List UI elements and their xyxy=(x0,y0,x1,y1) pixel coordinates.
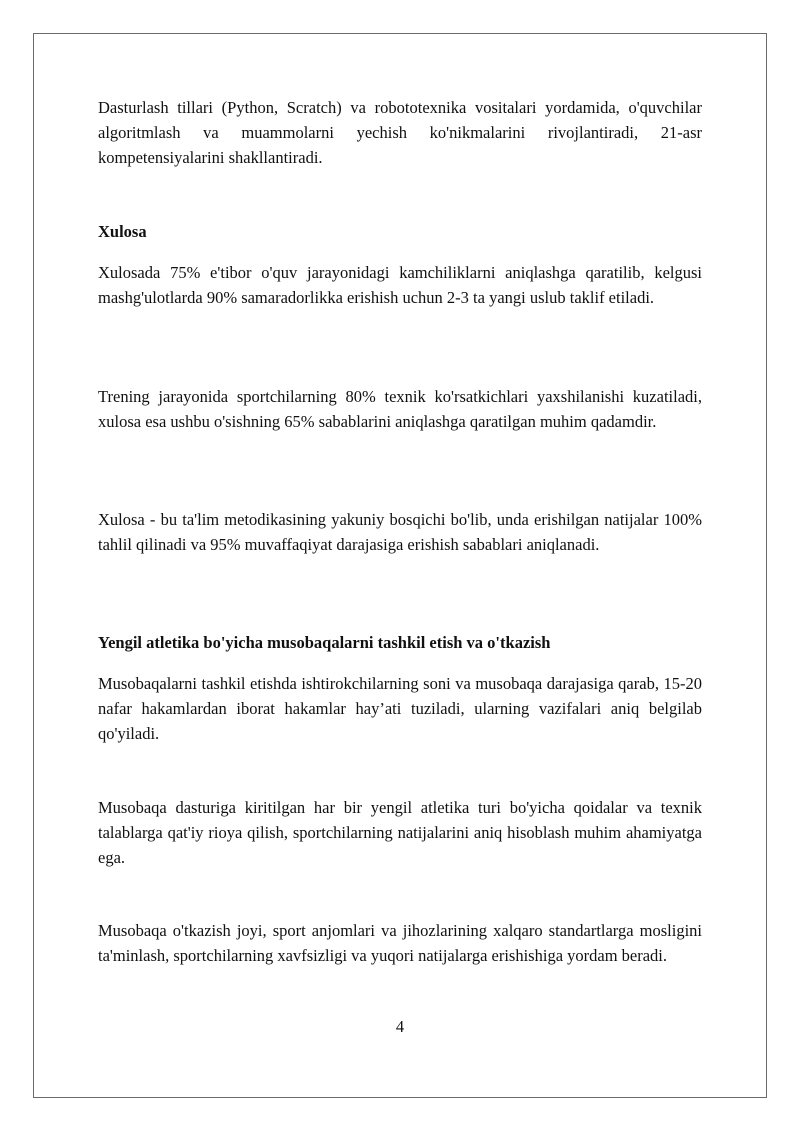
paragraph-programming: Dasturlash tillari (Python, Scratch) va robototexnika vositalari yordamida, o'quvchilar algoritmlash va muammolarni yechish ko'nikmalarini rivojlantiradi, 21-asr kompetensiyalarini shakllantiradi. xyxy=(98,98,702,167)
paragraph-xulosa-2: Trening jarayonida sportchilarning 80% texnik ko'rsatkichlari yaxshilanishi kuzatiladi, xulosa esa ushbu o'sishning 65% sabablarini aniqlashga qaratilgan muhim qadamdir. xyxy=(98,387,702,431)
paragraph-xulosa-3: Xulosa - bu ta'lim metodikasining yakuniy bosqichi bo'lib, unda erishilgan natijalar 100% tahlil qilinadi va 95% muvaffaqiyat darajasiga erishish sabablari aniqlanadi. xyxy=(98,510,702,554)
page-number: 4 xyxy=(395,1017,405,1036)
paragraph-xulosa-1: Xulosada 75% e'tibor o'quv jarayonidagi kamchiliklarni aniqlashga qaratilib, kelgusi mashg'ulotlarda 90% samaradorlikka erishish uchun 2-3 ta yangi uslub taklif etiladi. xyxy=(98,263,702,307)
heading-athletics: Yengil atletika bo'yicha musobaqalarni tashkil etish va o'tkazish xyxy=(98,633,551,652)
paragraph-athletics-2: Musobaqa dasturiga kiritilgan har bir yengil atletika turi bo'yicha qoidalar va texnik talablarga qat'iy rioya qilish, sportchilarning natijalarini aniq hisoblash muhim ahamiyatga ega. xyxy=(98,798,702,867)
paragraph-athletics-1: Musobaqalarni tashkil etishda ishtirokchilarning soni va musobaqa darajasiga qarab, 15-20 nafar hakamlardan iborat hakamlar hay’ati tuziladi, ularning vazifalari aniq belgilab qo'yiladi. xyxy=(98,674,702,743)
heading-xulosa: Xulosa xyxy=(98,222,147,241)
paragraph-athletics-3: Musobaqa o'tkazish joyi, sport anjomlari va jihozlarining xalqaro standartlarga mosligini ta'minlash, sportchilarning xavfsizligi va yuqori natijalarga erishishiga yordam beradi. xyxy=(98,921,702,965)
